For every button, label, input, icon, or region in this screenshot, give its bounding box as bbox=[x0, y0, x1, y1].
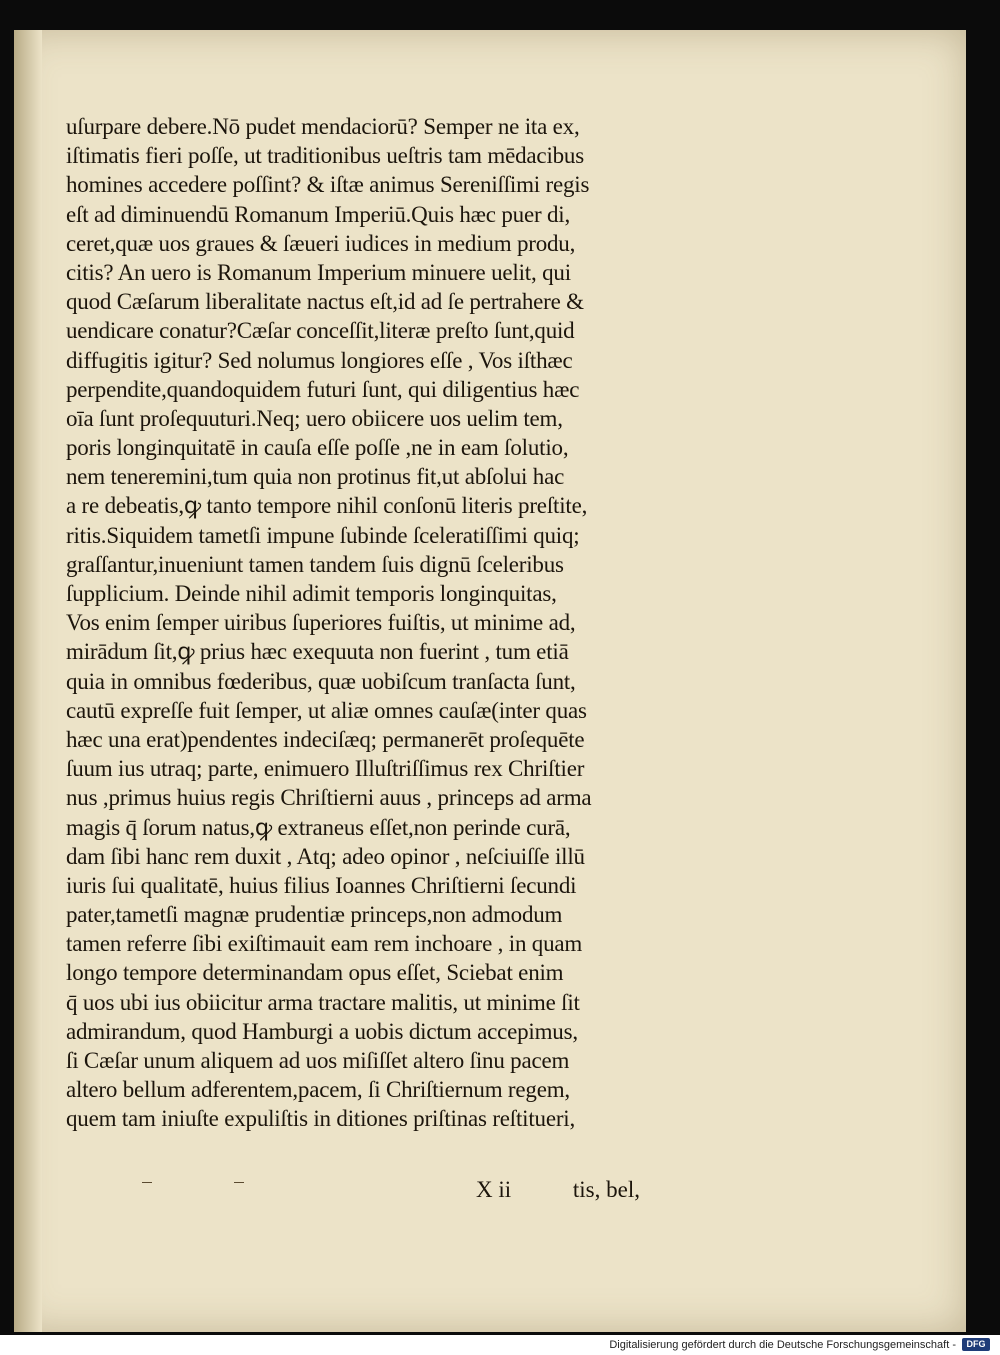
book-page bbox=[14, 30, 966, 1332]
page-edge-shadow bbox=[14, 30, 42, 1332]
text-line: admirandum, quod Hamburgi a uobis dictum accepimus, bbox=[66, 1018, 578, 1044]
text-line: poris longinquitatē in cauſa eſſe poſſe ,ne in eam ſolutio, bbox=[66, 435, 569, 461]
text-line: ceret,quæ uos graues & ſæueri iudices in medium produ, bbox=[66, 230, 576, 256]
text-line: a re debeatis,ꝙ tanto tempore nihil conſonū literis preſtite, bbox=[66, 493, 588, 519]
catchword: tis, bel, bbox=[572, 1177, 640, 1202]
text-line: nem teneremini,tum quia non protinus fit,ut abſolui hac bbox=[66, 464, 565, 490]
text-line: longo tempore determinandam opus eſſet, Sciebat enim bbox=[66, 960, 564, 986]
text-line: quem tam iniuſte expuliſtis in ditiones priſtinas reſtitueri, bbox=[66, 1106, 576, 1132]
text-line: diffugitis igitur? Sed nolumus longiores eſſe , Vos iſthæc bbox=[66, 347, 573, 373]
text-line: cautū expreſſe fuit ſemper, ut aliæ omnes cauſæ(inter quas bbox=[66, 697, 587, 723]
text-line: ſuum ius utraq; parte, enimuero Illuſtriſſimus rex Chriſtier bbox=[66, 756, 585, 782]
text-line: tamen referre ſibi exiſtimauit eam rem inchoare , in quam bbox=[66, 931, 583, 957]
ink-dash bbox=[142, 1182, 152, 1183]
text-line: oīa ſunt proſequuturi.Neq; uero obiicere uos uelim tem, bbox=[66, 405, 563, 431]
text-line: altero bellum adferentem,pacem, ſi Chriſtiernum regem, bbox=[66, 1077, 570, 1103]
text-line: eſt ad diminuendū Romanum Imperiū.Quis hæc puer di, bbox=[66, 201, 571, 227]
text-line: quod Cæſarum liberalitate nactus eſt,id ad ſe pertrahere & bbox=[66, 289, 584, 315]
text-line: uendicare conatur?Cæſar conceſſit,literæ preſto ſunt,quid bbox=[66, 318, 575, 344]
text-line: Vos enim ſemper uiribus ſuperiores fuiſtis, ut minime ad, bbox=[66, 610, 576, 636]
text-line: homines accedere poſſint? & iſtæ animus Sereniſſimi regis bbox=[66, 172, 590, 198]
text-line: q̄ uos ubi ius obiicitur arma tractare malitis, ut minime ſit bbox=[66, 989, 580, 1015]
text-line: nus ,primus huius regis Chriſtierni auus , princeps ad arma bbox=[66, 785, 592, 811]
text-line: graſſantur,inueniunt tamen tandem ſuis dignū ſceleribus bbox=[66, 551, 564, 577]
ink-dash bbox=[234, 1182, 244, 1183]
funding-credit: Digitalisierung gefördert durch die Deutsche Forschungsgemeinschaft - bbox=[609, 1339, 956, 1351]
text-line: uſurpare debere.Nō pudet mendaciorū? Semper ne ita ex, bbox=[66, 114, 580, 139]
text-line: dam ſibi hanc rem duxit , Atq; adeo opinor , neſciuiſſe illū bbox=[66, 843, 585, 869]
text-line: magis q̄ ſorum natus,ꝙ extraneus eſſet,non perinde curā, bbox=[66, 814, 571, 840]
text-line: perpendite,quandoquidem futuri ſunt, qui diligentius hæc bbox=[66, 376, 580, 402]
signature-mark: X ii bbox=[476, 1177, 512, 1202]
text-line: iuris ſui qualitatē, huius filius Ioannes Chriſtierni ſecundi bbox=[66, 872, 577, 898]
text-line: ſi Cæſar unum aliquem ad uos miſiſſet altero ſinu pacem bbox=[66, 1048, 570, 1073]
text-line: ritis.Siquidem tametſi impune ſubinde ſceleratiſſimi quiq; bbox=[66, 522, 580, 548]
text-line: pater,tametſi magnæ prudentiæ princeps,non admodum bbox=[66, 902, 563, 928]
text-line: ſupplicium. Deinde nihil adimit temporis longinquitas, bbox=[66, 581, 557, 606]
text-line: quia in omnibus fœderibus, quæ uobiſcum tranſacta ſunt, bbox=[66, 668, 576, 694]
digitization-footer bbox=[0, 1335, 1000, 1355]
text-line: citis? An uero is Romanum Imperium minuere uelit, qui bbox=[66, 259, 571, 285]
text-line: hæc una erat)pendentes indeciſæq; permanerēt proſequēte bbox=[66, 726, 585, 752]
text-line: iſtimatis fieri poſſe, ut traditionibus ueſtris tam mēdacibus bbox=[66, 143, 584, 169]
text-block bbox=[66, 112, 726, 1134]
dfg-logo-icon: DFG bbox=[962, 1338, 990, 1351]
text-line: mirādum ſit,ꝙ prius hæc exequuta non fuerint , tum etiā bbox=[66, 639, 569, 665]
page-footer-line bbox=[476, 1177, 640, 1203]
